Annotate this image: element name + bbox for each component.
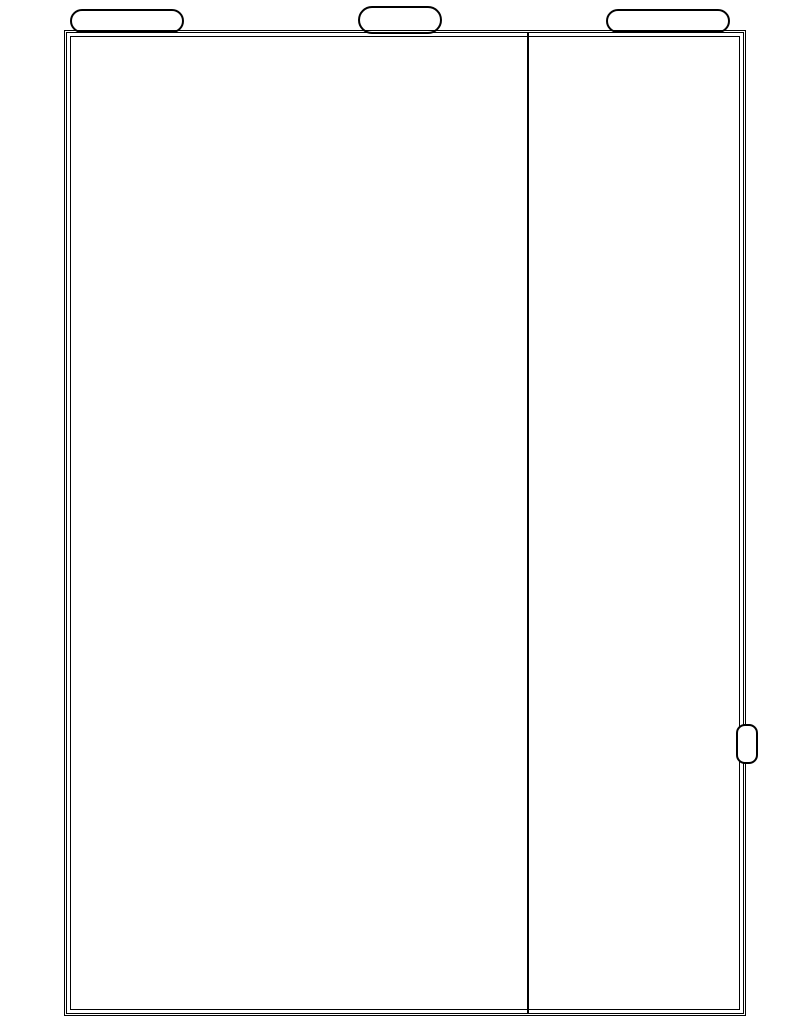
page-header xyxy=(70,6,730,32)
column-divider xyxy=(527,33,529,1013)
page-frame xyxy=(64,30,746,1016)
ruku-mark xyxy=(736,724,758,764)
